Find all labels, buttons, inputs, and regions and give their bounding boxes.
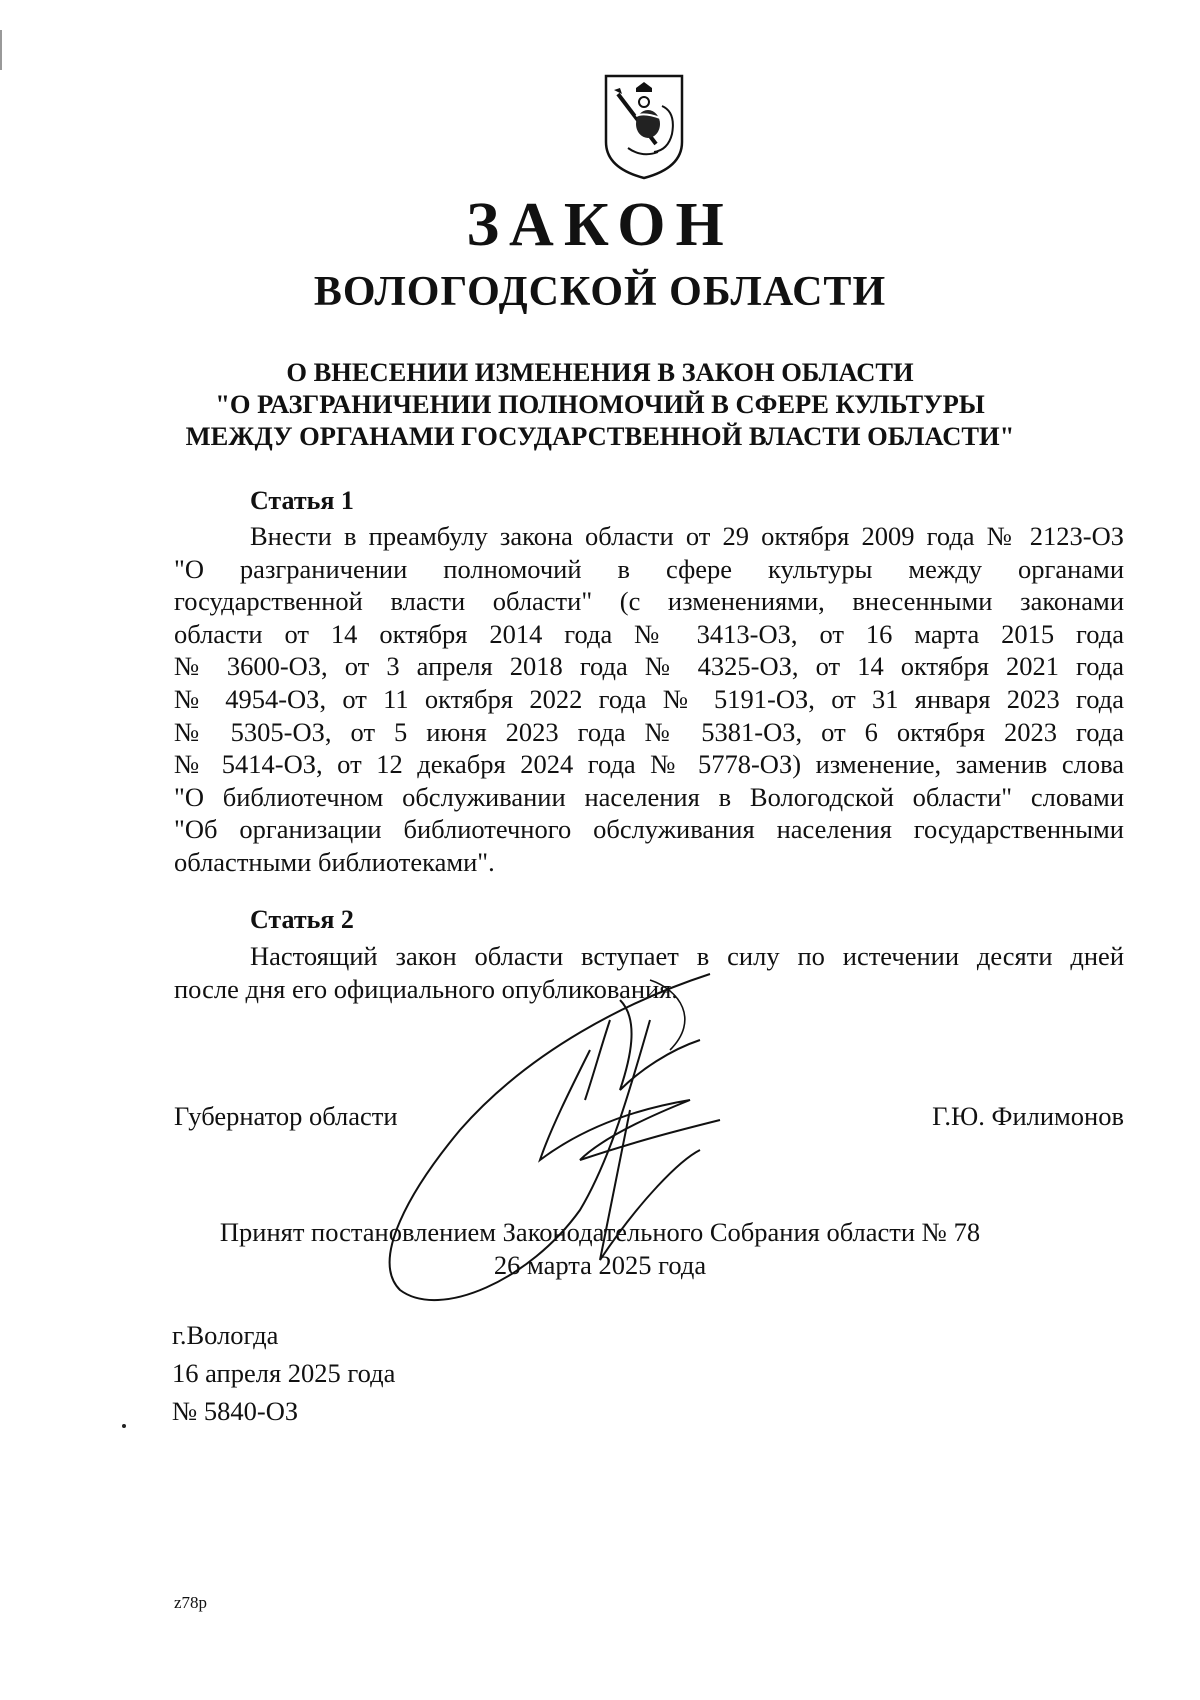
law-name-line: МЕЖДУ ОРГАНАМИ ГОСУДАРСТВЕННОЙ ВЛАСТИ ОБЛАСТИ" bbox=[185, 421, 1015, 451]
article-2-text bbox=[174, 940, 1124, 1005]
law-name-line: "О РАЗГРАНИЧЕНИИ ПОЛНОМОЧИЙ В СФЕРЕ КУЛЬТУРЫ bbox=[215, 389, 985, 419]
article-1-line: государственной власти области" (с изменениями, внесенными законами bbox=[174, 586, 1124, 617]
scan-edge-mark bbox=[0, 30, 2, 70]
adoption-date: 26 марта 2025 года bbox=[493, 1250, 707, 1280]
adoption-line: Принят постановлением Законодательного Собрания области № 78 bbox=[219, 1217, 981, 1247]
article-1-text bbox=[174, 520, 1124, 879]
article-2-line: Настоящий закон области вступает в силу по истечении десяти дней bbox=[250, 941, 1124, 971]
article-1-line: "Об организации библиотечного обслуживания населения государственными bbox=[174, 814, 1124, 845]
law-name-line: О ВНЕСЕНИИ ИЗМЕНЕНИЯ В ЗАКОН ОБЛАСТИ bbox=[286, 357, 914, 387]
issue-details bbox=[172, 1316, 395, 1430]
article-1-line: Внести в преамбулу закона области от 29 октября 2009 года № 2123-ОЗ bbox=[250, 521, 1124, 551]
article-1-line: области от 14 октября 2014 года № 3413-ОЗ, от 16 марта 2015 года bbox=[174, 618, 1124, 649]
article-1-line: "О разграничении полномочий в сфере культуры между органами bbox=[174, 553, 1124, 584]
article-2-line: после дня его официального опубликования. bbox=[174, 973, 679, 1004]
article-1-line: областными библиотеками". bbox=[174, 846, 495, 877]
article-1-line: "О библиотечном обслуживании населения в Вологодской области" словами bbox=[174, 781, 1124, 812]
article-1-line: № 5414-ОЗ, от 12 декабря 2024 года № 5778-ОЗ) изменение, заменив слова bbox=[174, 749, 1124, 780]
signatory-name: Г.Ю. Филимонов bbox=[932, 1101, 1124, 1131]
issue-date: 16 апреля 2025 года bbox=[172, 1358, 396, 1388]
coat-of-arms-emblem bbox=[602, 72, 686, 180]
issue-city: г.Вологда bbox=[172, 1320, 279, 1350]
article-1-heading: Статья 1 bbox=[250, 486, 354, 515]
law-name bbox=[0, 356, 1200, 452]
scan-speck bbox=[122, 1424, 126, 1428]
signatory-position: Губернатор области bbox=[174, 1101, 398, 1131]
document-title: ЗАКОН bbox=[466, 191, 734, 259]
law-number: № 5840-ОЗ bbox=[172, 1396, 299, 1426]
article-1-line: № 5305-ОЗ, от 5 июня 2023 года № 5381-ОЗ, от 6 октября 2023 года bbox=[174, 716, 1124, 747]
document-subtitle: ВОЛОГОДСКОЙ ОБЛАСТИ bbox=[313, 269, 887, 315]
article-1-line: № 3600-ОЗ, от 3 апреля 2018 года № 4325-ОЗ, от 14 октября 2021 года bbox=[174, 651, 1124, 682]
article-2-heading: Статья 2 bbox=[250, 905, 354, 934]
article-1-line: № 4954-ОЗ, от 11 октября 2022 года № 5191-ОЗ, от 31 января 2023 года bbox=[174, 683, 1124, 714]
adoption-info bbox=[0, 1216, 1200, 1282]
document-code: z78p bbox=[174, 1593, 208, 1612]
